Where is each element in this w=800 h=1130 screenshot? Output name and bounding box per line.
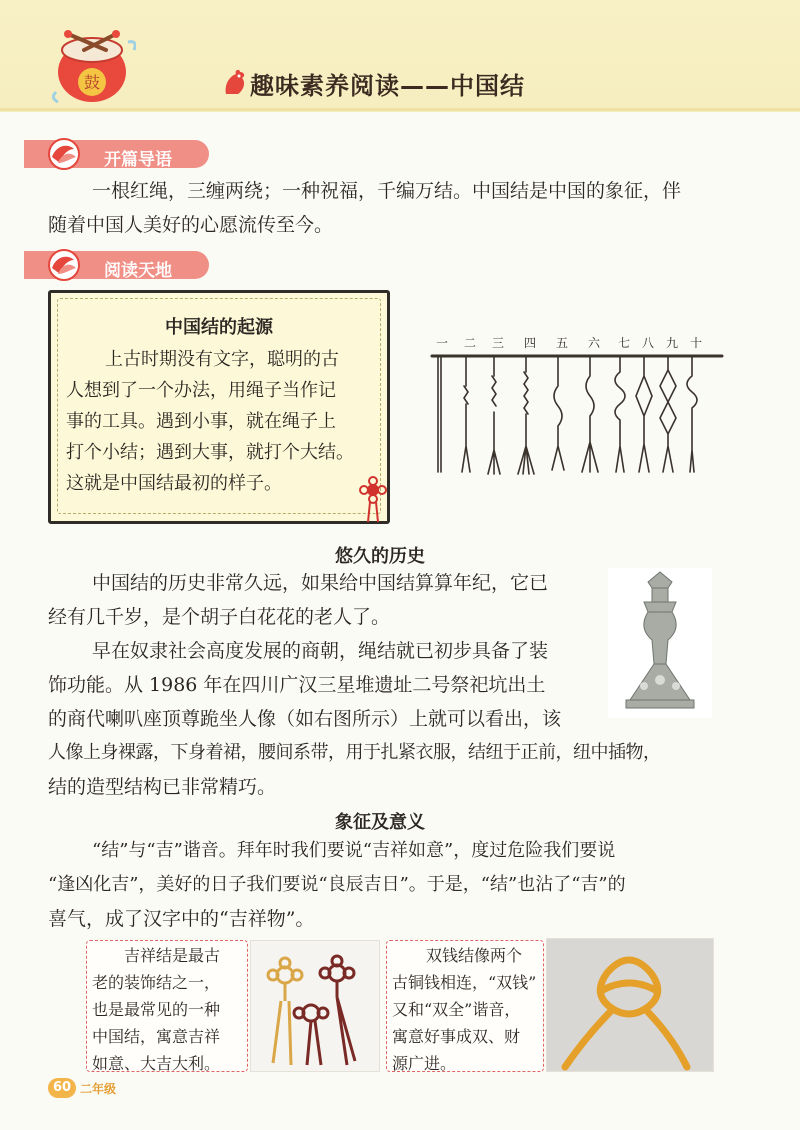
caption-left-line-1: 吉祥结是最古 bbox=[124, 946, 221, 965]
page-title: 趣味素养阅读——中国结 bbox=[250, 72, 525, 100]
chinese-knot-icon bbox=[356, 474, 390, 526]
drum-icon bbox=[48, 28, 136, 104]
origin-line-5: 这就是中国结最初的样子。 bbox=[66, 473, 282, 494]
origin-line-1: 上古时期没有文字，聪明的古 bbox=[105, 349, 339, 370]
intro-text-line-1: 一根红绳，三缠两绕；一种祝福，千编万结。中国结是中国的象征，伴 bbox=[92, 180, 682, 202]
knotted-rope-illustration bbox=[430, 346, 730, 478]
fish-icon bbox=[44, 137, 84, 171]
history-line-3: 早在奴隶社会高度发展的商朝，绳结就已初步具备了装 bbox=[92, 640, 549, 662]
reading-section-label: 阅读天地 bbox=[104, 261, 172, 281]
history-line-6: 人像上身裸露，下身着裙，腰间系带，用于扎紧衣服，结纽于正前，纽中插物， bbox=[48, 742, 661, 763]
knot-number: 七 bbox=[618, 336, 631, 350]
origin-line-3: 事的工具。遇到小事，就在绳子上 bbox=[66, 411, 336, 432]
intro-text-line-2: 随着中国人美好的心愿流传至今。 bbox=[48, 214, 334, 236]
knot-number: 二 bbox=[464, 336, 477, 350]
bronze-statue-photo bbox=[608, 568, 712, 718]
caption-left-line-4: 中国结，寓意吉祥 bbox=[92, 1027, 221, 1046]
knot-number: 三 bbox=[492, 336, 505, 350]
history-line-2: 经有几千岁，是个胡子白花花的老人了。 bbox=[48, 606, 391, 628]
caption-right-line-1: 双钱结像两个 bbox=[426, 946, 523, 965]
intro-section-label: 开篇导语 bbox=[104, 150, 172, 170]
caption-right-line-4: 寓意好事成双、财 bbox=[392, 1027, 521, 1046]
caption-right-line-5: 源广进。 bbox=[392, 1054, 457, 1073]
origin-line-4: 打个小结；遇到大事，就打个大结。 bbox=[66, 442, 354, 463]
jixiang-knot-photo bbox=[250, 940, 380, 1072]
caption-right-line-3: 又和“双全”谐音， bbox=[392, 1000, 521, 1019]
origin-title: 中国结的起源 bbox=[165, 317, 273, 338]
knot-number: 五 bbox=[556, 336, 569, 350]
knot-number: 八 bbox=[642, 336, 655, 350]
origin-line-2: 人想到了一个办法，用绳子当作记 bbox=[66, 380, 336, 401]
drum-char: 鼓 bbox=[83, 73, 101, 92]
knot-number: 一 bbox=[436, 336, 449, 350]
symbol-line-2: “逢凶化吉”，美好的日子我们要说“良辰吉日”。于是，“结”也沾了“吉”的 bbox=[48, 874, 626, 895]
knot-number: 九 bbox=[666, 336, 679, 350]
knot-number: 六 bbox=[588, 336, 601, 350]
knot-number: 四 bbox=[524, 336, 537, 350]
caption-left-line-3: 也是最常见的一种 bbox=[92, 1000, 221, 1019]
knot-number: 十 bbox=[690, 336, 703, 350]
history-line-7: 结的造型结构已非常精巧。 bbox=[48, 776, 277, 798]
symbol-title: 象征及意义 bbox=[335, 812, 425, 833]
caption-right-line-2: 古铜钱相连，“双钱” bbox=[392, 973, 537, 992]
header-divider bbox=[0, 108, 800, 111]
history-title: 悠久的历史 bbox=[335, 546, 425, 567]
symbol-line-3: 喜气，成了汉字中的“吉祥物”。 bbox=[48, 908, 315, 930]
symbol-line-1: “结”与“吉”谐音。拜年时我们要说“吉祥如意”，度过危险我们要说 bbox=[92, 840, 616, 861]
rooster-icon bbox=[222, 68, 248, 98]
history-line-5: 的商代喇叭座顶尊跪坐人像（如右图所示）上就可以看出，该 bbox=[48, 708, 562, 730]
history-line-4: 饰功能。从 1986 年在四川广汉三星堆遗址二号祭祀坑出土 bbox=[48, 674, 546, 696]
caption-left-line-2: 老的装饰结之一， bbox=[92, 973, 221, 992]
shuangqian-knot-photo bbox=[546, 938, 714, 1072]
grade-label: 二年级 bbox=[80, 1082, 117, 1096]
history-line-1: 中国结的历史非常久远，如果给中国结算算年纪，它已 bbox=[92, 572, 549, 594]
page-number: 60 bbox=[48, 1078, 76, 1098]
fish-icon bbox=[44, 248, 84, 282]
caption-left-line-5: 如意、大吉大利。 bbox=[92, 1054, 221, 1073]
